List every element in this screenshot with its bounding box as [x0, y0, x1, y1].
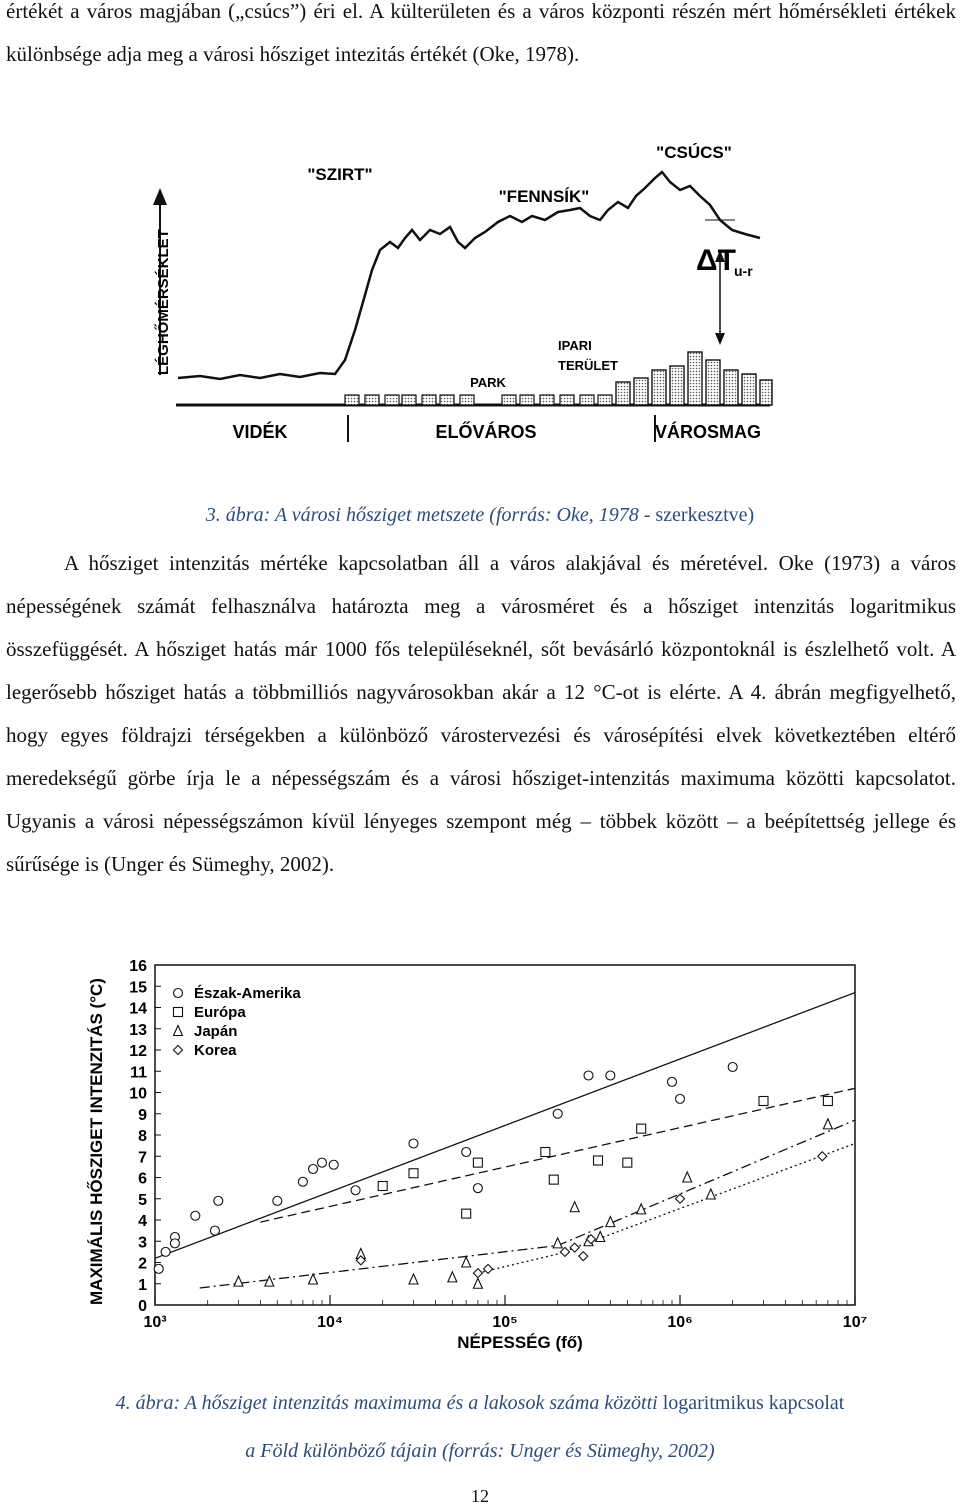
- figure4-caption-italic: 4. ábra: A hősziget intenzitás maximuma és a lakosok száma közötti: [115, 1392, 663, 1414]
- label-csucs: "CSÚCS": [656, 143, 732, 162]
- y-tick-label: 2: [138, 1255, 147, 1273]
- point-diamond: [818, 1152, 827, 1161]
- label-fennsik: "FENNSÍK": [498, 187, 590, 206]
- y-tick-label: 9: [138, 1106, 147, 1124]
- y-tick-label: 0: [138, 1298, 147, 1315]
- y-tick-label: 7: [138, 1149, 147, 1167]
- point-circle: [606, 1071, 615, 1080]
- point-triangle: [553, 1238, 562, 1248]
- building-small: [540, 395, 554, 405]
- building-large: [724, 370, 738, 405]
- x-tick-label: 10³: [143, 1314, 167, 1331]
- fit-lines: [155, 993, 855, 1288]
- page-number: 12: [471, 1486, 489, 1506]
- y-tick-label: 15: [129, 979, 147, 997]
- point-circle: [317, 1158, 326, 1167]
- figure4-caption-line2: [0, 1440, 960, 1463]
- point-triangle: [473, 1278, 482, 1288]
- building-large: [688, 352, 702, 405]
- figure3-caption-italic: 3. ábra: A városi hősziget metszete (forrás: Oke, 1978: [205, 504, 644, 526]
- point-circle: [214, 1196, 223, 1205]
- point-circle: [161, 1247, 170, 1256]
- point-triangle: [570, 1202, 579, 1212]
- label-varosmag: VÁROSMAG: [654, 422, 762, 442]
- point-square: [623, 1158, 632, 1167]
- building-small: [520, 395, 534, 405]
- point-square: [594, 1156, 603, 1165]
- building-small: [345, 395, 359, 405]
- label-delta-t: ΔT: [696, 244, 736, 277]
- y-tick-label: 10: [129, 1085, 147, 1103]
- x-tick-label: 10⁵: [492, 1314, 518, 1331]
- point-circle: [273, 1196, 282, 1205]
- temperature-profile-line: [178, 172, 760, 379]
- x-tick-label: 10⁴: [317, 1314, 343, 1331]
- building-small: [580, 395, 594, 405]
- profile-svg: [140, 130, 780, 470]
- building-large: [760, 380, 772, 405]
- label-szirt: "SZIRT": [307, 165, 373, 184]
- point-triangle: [234, 1276, 243, 1286]
- point-square: [759, 1097, 768, 1106]
- building-large: [742, 374, 756, 405]
- y-tick-label: 12: [129, 1043, 147, 1060]
- building-small: [440, 395, 454, 405]
- label-ipari: IPARI: [558, 338, 592, 353]
- point-diamond: [579, 1252, 588, 1261]
- building-small: [598, 395, 612, 405]
- building-small: [502, 395, 516, 405]
- middle-paragraph: A hősziget intenzitás mértéke kapcsolatban áll a város alakjával és méretével. Oke (1973) a város népességének számát felhasználva határozta meg a városméret és a hősziget intenzitás logaritmikus összefüggését. A hősziget hatás már 1000 fős településeknél, sőt bevásárló központoknál is észlelhető volt. A legerősebb hősziget hatás a többmilliós nagyvárosokban akár a 12 °C-ot is elérte. A 4. ábrán megfigyelhető, hogy egyes földrajzi térségekben a különböző várostervezési és városépítési elvek következtében eltérő meredekségű görbe írja le a népességszám és a városi hősziget-intenzitás maximuma közötti kapcsolatot. Ugyanis a városi népességszámon kívül lényeges szempont még – többek között – a beépítettség jellege és sűrűsége is (Unger és Sümeghy, 2002).: [6, 551, 956, 876]
- point-circle: [728, 1063, 737, 1072]
- legend-label: Európa: [194, 1004, 246, 1021]
- building-small: [385, 395, 399, 405]
- figure4-caption-line1: [0, 1392, 960, 1415]
- y-tick-label: 5: [138, 1191, 147, 1209]
- building-small: [422, 395, 436, 405]
- plot-frame: [155, 965, 855, 1305]
- figure3-caption-plain: - szerkesztve): [643, 504, 755, 526]
- point-square: [541, 1148, 550, 1157]
- point-circle: [409, 1139, 418, 1148]
- point-square: [409, 1169, 418, 1178]
- y-tick-label: 13: [129, 1021, 147, 1039]
- label-park: PARK: [470, 375, 506, 390]
- point-circle: [351, 1186, 360, 1195]
- figure4-caption-line2-italic: a Föld különböző tájain (forrás: Unger és Sümeghy, 2002): [245, 1440, 715, 1462]
- legend-marker-diamond: [174, 1046, 183, 1055]
- x-axis-label: NÉPESSÉG (fő): [457, 1333, 583, 1352]
- y-tick-label: 1: [138, 1276, 147, 1294]
- y-tick-label: 11: [130, 1064, 147, 1082]
- legend-marker-square: [174, 1008, 183, 1017]
- figure3-caption: [0, 504, 960, 527]
- building-small: [402, 395, 416, 405]
- point-triangle: [683, 1172, 692, 1182]
- point-circle: [309, 1165, 318, 1174]
- point-circle: [473, 1184, 482, 1193]
- point-triangle: [706, 1189, 715, 1199]
- y-tick-label: 6: [138, 1170, 147, 1188]
- city-buildings: [616, 352, 772, 405]
- point-circle: [329, 1160, 338, 1169]
- figure-scatter-chart: [80, 955, 880, 1360]
- point-square: [823, 1097, 832, 1106]
- building-small: [560, 395, 574, 405]
- point-triangle: [265, 1276, 274, 1286]
- point-circle: [584, 1071, 593, 1080]
- legend-label: Észak-Amerika: [194, 985, 301, 1002]
- fit-line-circle: [155, 993, 855, 1259]
- building-small: [460, 395, 474, 405]
- x-tick-label: 10⁶: [667, 1314, 693, 1331]
- point-circle: [170, 1239, 179, 1248]
- top-paragraph: értékét a város magjában („csúcs”) éri el. A külterületen és a város központi részén mért hőmérsékleti értékek különbsége adja meg a városi hősziget intezitás értékét (Oke, 1978).: [6, 0, 956, 66]
- label-delta-sub: u-r: [734, 263, 753, 279]
- point-triangle: [409, 1274, 418, 1284]
- point-triangle: [309, 1274, 318, 1284]
- y-tick-label: 14: [129, 1000, 147, 1018]
- point-square: [637, 1124, 646, 1133]
- legend-marker-triangle: [174, 1026, 183, 1036]
- y-axis-label: MAXIMÁLIS HŐSZIGET INTENZITÁS (°C): [87, 978, 106, 1305]
- y-axis-arrowhead: [153, 188, 167, 205]
- point-triangle: [448, 1272, 457, 1282]
- chart-legend: [174, 985, 302, 1059]
- point-triangle: [823, 1119, 832, 1129]
- label-elovaros: ELŐVÁROS: [435, 422, 537, 442]
- y-tick-label: 4: [138, 1213, 147, 1230]
- building-large: [616, 382, 630, 405]
- building-large: [670, 366, 684, 405]
- legend-marker-circle: [174, 989, 183, 998]
- point-diamond: [570, 1243, 579, 1252]
- figure4-caption-plain: logaritmikus kapcsolat: [662, 1392, 845, 1414]
- point-circle: [191, 1211, 200, 1220]
- point-circle: [553, 1109, 562, 1118]
- y-tick-label: 16: [129, 958, 147, 975]
- point-square: [473, 1158, 482, 1167]
- point-square: [378, 1182, 387, 1191]
- y-tick-label: 3: [138, 1234, 147, 1252]
- label-videk: VIDÉK: [232, 422, 288, 442]
- point-circle: [298, 1177, 307, 1186]
- building-small: [365, 395, 379, 405]
- point-circle: [676, 1094, 685, 1103]
- figure-heat-island-profile: [140, 130, 780, 470]
- point-triangle: [462, 1257, 471, 1267]
- point-square: [462, 1209, 471, 1218]
- point-circle: [154, 1264, 163, 1273]
- building-large: [706, 360, 720, 405]
- point-circle: [667, 1077, 676, 1086]
- building-large: [634, 378, 648, 405]
- label-y-axis: LÉGHŐMÉRSÉKLET: [155, 229, 172, 375]
- legend-label: Japán: [194, 1023, 238, 1040]
- fit-line-square: [260, 1088, 855, 1222]
- point-diamond: [484, 1264, 493, 1273]
- legend-label: Korea: [194, 1042, 237, 1059]
- label-terulet: TERÜLET: [558, 358, 618, 373]
- point-circle: [462, 1148, 471, 1157]
- x-tick-label: 10⁷: [842, 1314, 868, 1331]
- data-points: [154, 1063, 832, 1289]
- delta-arrowhead-down: [715, 333, 725, 345]
- point-circle: [210, 1226, 219, 1235]
- building-large: [652, 370, 666, 405]
- point-diamond: [473, 1269, 482, 1278]
- scatter-svg: [80, 955, 880, 1360]
- fit-line-diamond: [478, 1144, 855, 1274]
- point-diamond: [560, 1247, 569, 1256]
- y-tick-label: 8: [138, 1128, 147, 1145]
- point-square: [549, 1175, 558, 1184]
